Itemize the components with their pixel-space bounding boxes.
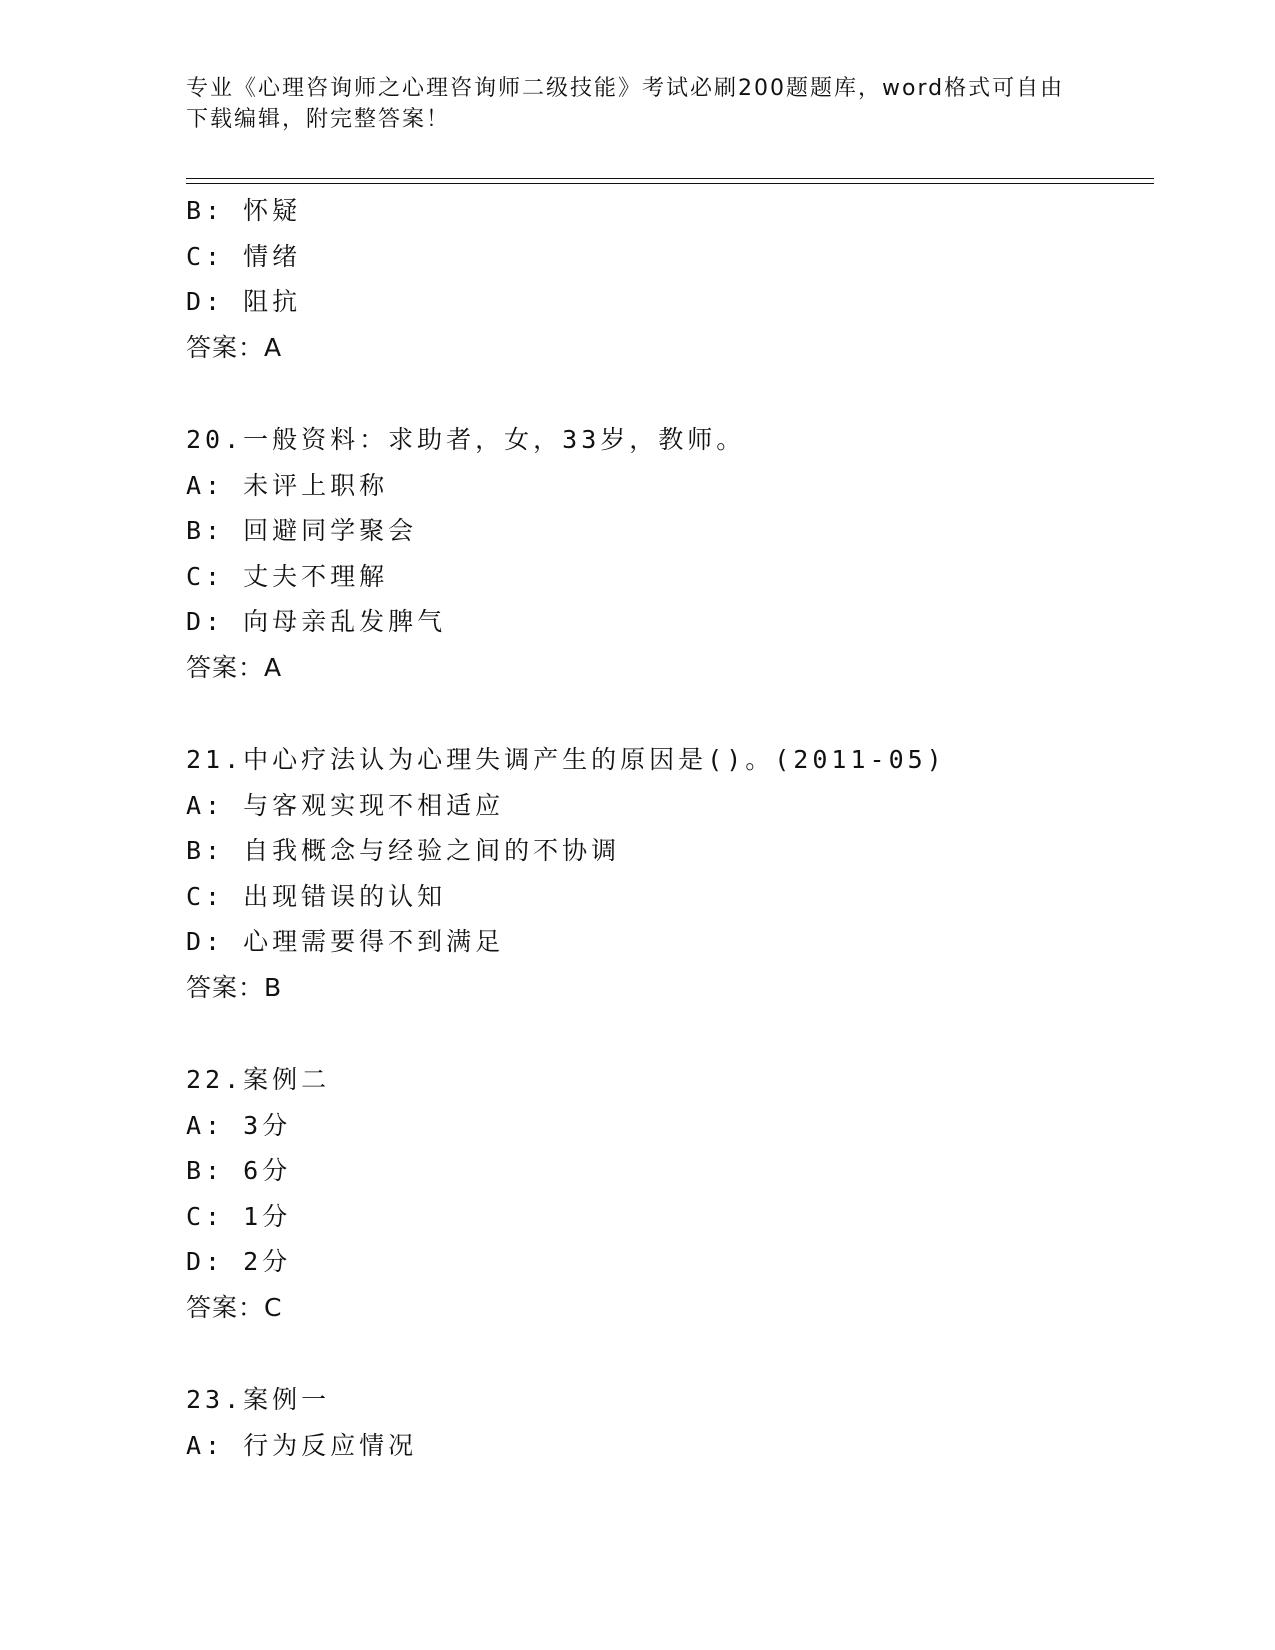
option-b: B: 回避同学聚会	[186, 516, 418, 545]
option-a: A: 与客观实现不相适应	[186, 790, 505, 820]
option-c: C: 出现错误的认知	[186, 881, 447, 911]
option-b: B: 怀疑	[186, 196, 302, 225]
answer-line: 答案：C	[186, 1292, 283, 1322]
question-23	[186, 1377, 1146, 1468]
option-d: D: 心理需要得不到满足	[186, 927, 505, 956]
question-carryover	[186, 188, 1146, 370]
question-22	[186, 1057, 1146, 1330]
header-divider-bottom	[186, 183, 1154, 184]
question-stem: 23.案例一	[186, 1385, 331, 1414]
option-d: D: 2分	[186, 1247, 292, 1276]
option-d: D: 向母亲乱发脾气	[186, 607, 447, 636]
option-a: A: 未评上职称	[186, 470, 389, 500]
question-stem: 21.中心疗法认为心理失调产生的原因是()。(2011-05)	[186, 745, 946, 774]
answer-line: 答案：B	[186, 972, 283, 1002]
option-d: D: 阻抗	[186, 287, 302, 316]
answer-line: 答案：A	[186, 652, 283, 682]
option-b: B: 自我概念与经验之间的不协调	[186, 836, 621, 865]
question-stem: 22.案例二	[186, 1065, 331, 1094]
answer-line: 答案：A	[186, 332, 283, 362]
question-20	[186, 417, 1146, 690]
header-divider-top	[186, 178, 1154, 179]
option-c: C: 1分	[186, 1201, 292, 1231]
option-b: B: 6分	[186, 1156, 292, 1185]
document-header: 专业《心理咨询师之心理咨询师二级技能》考试必刷200题题库，word格式可自由下载编辑，附完整答案！	[186, 76, 1065, 132]
question-stem: 20.一般资料：求助者，女，33岁，教师。	[186, 425, 746, 454]
question-list	[186, 188, 1146, 1468]
option-c: C: 丈夫不理解	[186, 561, 389, 591]
option-c: C: 情绪	[186, 241, 302, 271]
option-a: A: 行为反应情况	[186, 1430, 418, 1460]
option-a: A: 3分	[186, 1110, 292, 1140]
question-21	[186, 737, 1146, 1010]
